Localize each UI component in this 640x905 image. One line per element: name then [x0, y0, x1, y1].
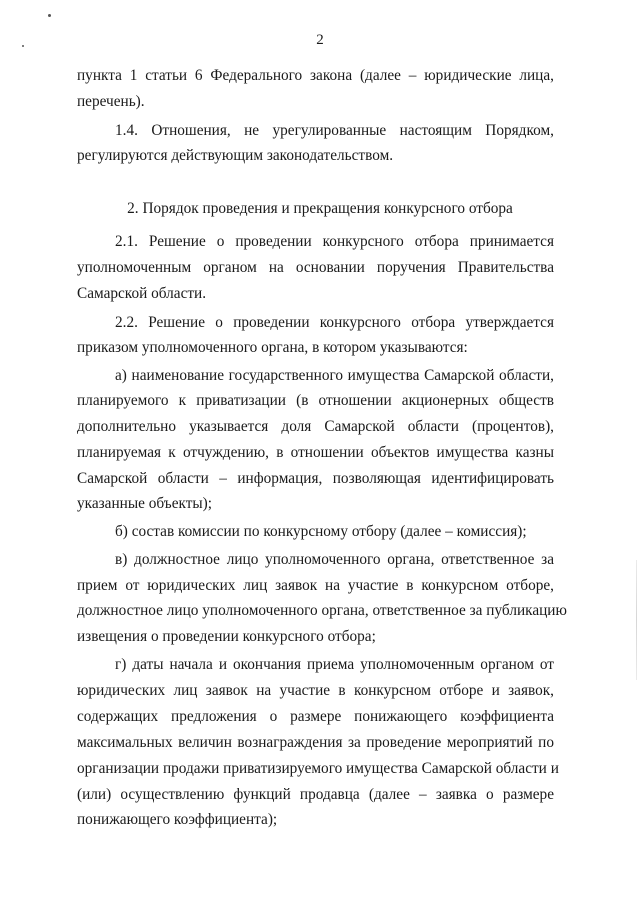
text-line: понижающего коэффициента); — [77, 811, 278, 828]
text-line: регулируются действующим законодательством. — [77, 147, 394, 164]
text-line: приказом уполномоченного органа, в котором указываются: — [77, 339, 468, 356]
text-line: планируемая к отчуждению, в отношении объектов имущества казны — [77, 444, 554, 461]
list-item-line: б) состав комиссии по конкурсному отбору (далее – комиссия); — [115, 523, 527, 540]
text-line: прием от юридических лиц заявок на участие в конкурсном отборе, — [77, 577, 554, 594]
list-item-line: в) должностное лицо уполномоченного органа, ответственное за — [115, 551, 554, 568]
list-item-line: а) наименование государственного имущества Самарской области, — [115, 367, 554, 384]
text-line: юридических лиц заявок на участие в конкурсном отборе и заявок, — [77, 682, 554, 699]
scan-edge-mark — [636, 560, 637, 680]
text-line: извещения о проведении конкурсного отбора; — [77, 628, 376, 645]
text-line: содержащих предложения о размере понижающего коэффициента — [77, 708, 554, 725]
text-line: перечень). — [77, 93, 145, 110]
scan-speck — [48, 14, 51, 17]
text-line: 2.2. Решение о проведении конкурсного отбора утверждается — [115, 314, 554, 331]
text-line: должностное лицо уполномоченного органа, ответственное за публикацию — [77, 602, 567, 619]
page-number: 2 — [316, 32, 324, 48]
section-heading: 2. Порядок проведения и прекращения конкурсного отбора — [127, 200, 513, 217]
text-line: (или) осуществлению функций продавца (далее – заявка о размере — [77, 786, 554, 803]
text-line: 2.1. Решение о проведении конкурсного отбора принимается — [115, 233, 554, 250]
text-line: Самарской области – информация, позволяющая идентифицировать — [77, 470, 554, 487]
text-line: Самарской области. — [77, 285, 207, 302]
text-line: пункта 1 статьи 6 Федерального закона (далее – юридические лица, — [77, 67, 554, 84]
text-line: 1.4. Отношения, не урегулированные настоящим Порядком, — [115, 122, 554, 139]
text-line: организации продажи приватизируемого имущества Самарской области и — [77, 760, 559, 777]
text-line: планируемого к приватизации (в отношении акционерных обществ — [77, 392, 554, 409]
text-line: указанные объекты); — [77, 495, 213, 512]
text-line: максимальных величин вознаграждения за проведение мероприятий по — [77, 734, 554, 751]
text-line: дополнительно указывается доля Самарской области (процентов), — [77, 418, 554, 435]
text-line: уполномоченным органом на основании поручения Правительства — [77, 259, 554, 276]
list-item-line: г) даты начала и окончания приема уполномоченным органом от — [115, 656, 554, 673]
